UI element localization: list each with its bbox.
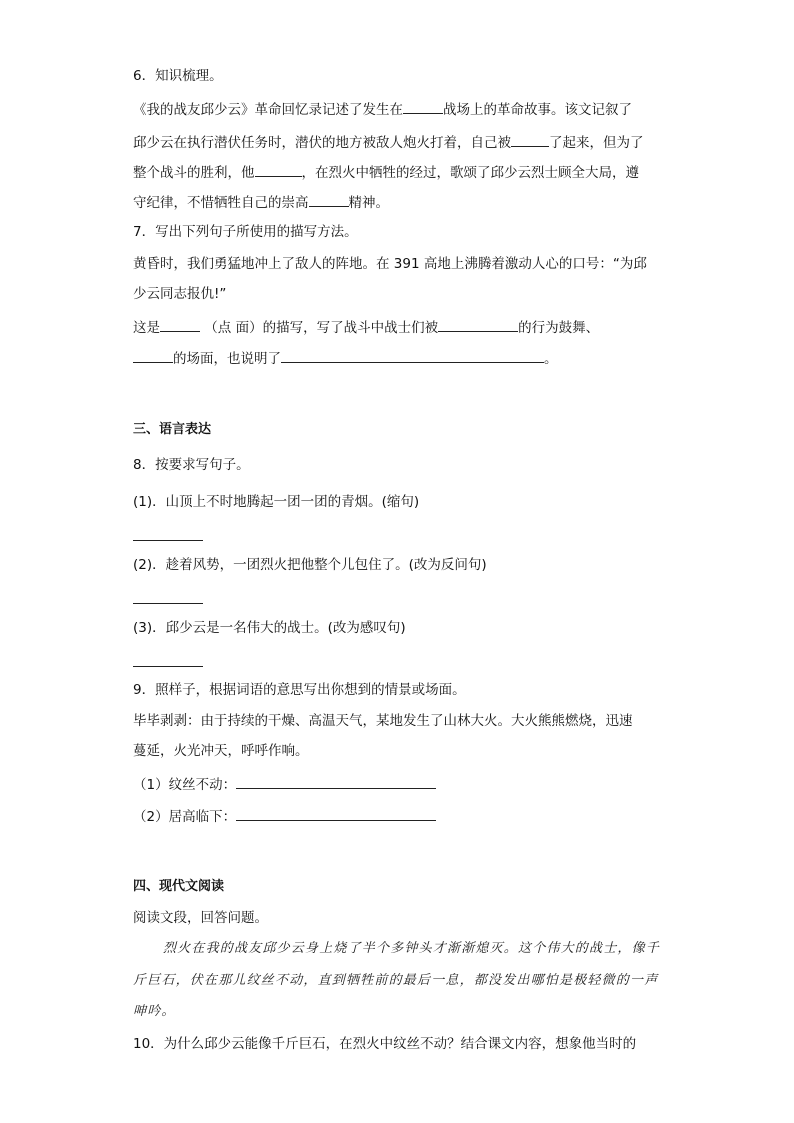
- q6-line-1: [133, 98, 632, 120]
- text: 的场面，也说明了: [173, 351, 281, 367]
- reading-passage-line-1: 烈火在我的战友邱少云身上烧了半个多钟头才渐渐熄灭。这个伟大的战士，像千: [163, 941, 661, 956]
- q6-title: 6．知识梳理。: [133, 68, 223, 84]
- answer-blank[interactable]: [255, 161, 302, 177]
- q9-item-1: [133, 773, 436, 795]
- q6-line-4: [133, 191, 389, 213]
- text: （1）纹丝不动：: [133, 777, 237, 793]
- q6-line-3: [133, 161, 639, 183]
- q9-example-line-2: 蔓延，火光冲天，呼呼作响。: [133, 743, 309, 759]
- q8-sentence-2: (2)．趁着风势，一团烈火把他整个儿包住了。(改为反问句): [133, 557, 487, 573]
- q7-line-1: 黄昏时，我们勇猛地冲上了敌人的阵地。在 391 高地上沸腾着激动人心的口号：“为邱: [133, 256, 647, 272]
- text: 战场上的革命故事。该文记叙了: [443, 102, 632, 118]
- answer-blank[interactable]: [511, 131, 549, 147]
- answer-blank[interactable]: [133, 347, 173, 363]
- q9-title: 9．照样子，根据词语的意思写出你想到的情景或场面。: [133, 682, 466, 698]
- answer-blank[interactable]: [309, 191, 349, 207]
- text: ，在烈火中牺牲的经过，歌颂了邱少云烈士顾全大局，遵: [301, 165, 639, 181]
- q8-sentence-1: (1)．山顶上不时地腾起一团一团的青烟。(缩句): [133, 494, 420, 510]
- text: 整个战斗的胜利，他: [133, 165, 255, 181]
- q8-sentence-3: (3)．邱少云是一名伟大的战士。(改为感叹句): [133, 620, 406, 636]
- text: 这是: [133, 320, 160, 336]
- reading-intro: 阅读文段，回答问题。: [133, 910, 268, 926]
- q9-example-line-1: 毕毕剥剥：由于持续的干燥、高温天气，某地发生了山林大火。大火熊熊燃烧，迅速: [133, 713, 633, 729]
- text: 邱少云在执行潜伏任务时，潜伏的地方被敌人炮火打着，自己被: [133, 135, 511, 151]
- q8-answer-line-3[interactable]: [133, 666, 203, 667]
- answer-blank[interactable]: [403, 98, 443, 114]
- q7-line-2: 少云同志报仇!”: [133, 286, 227, 302]
- text: 的行为鼓舞、: [518, 320, 600, 336]
- q7-title: 7．写出下列句子所使用的描写方法。: [133, 224, 358, 240]
- q7-line-3: [133, 316, 599, 338]
- text: 。: [544, 351, 558, 367]
- answer-blank[interactable]: [236, 773, 436, 789]
- answer-blank[interactable]: [160, 316, 200, 332]
- section-3-heading: 三、语言表达: [133, 422, 212, 437]
- answer-blank[interactable]: [236, 805, 436, 821]
- text: 了起来，但为了: [549, 135, 644, 151]
- answer-blank[interactable]: [438, 316, 518, 332]
- q8-answer-line-2[interactable]: [133, 603, 203, 604]
- section-4-heading: 四、现代文阅读: [133, 879, 225, 894]
- text: （2）居高临下：: [133, 809, 237, 825]
- q8-title: 8．按要求写句子。: [133, 457, 250, 473]
- text: 《我的战友邱少云》革命回忆录记述了发生在: [133, 102, 403, 118]
- q8-answer-line-1[interactable]: [133, 540, 203, 541]
- q6-line-2: [133, 131, 644, 153]
- text: 守纪律，不惜牺牲自己的崇高: [133, 195, 309, 211]
- text: 精神。: [348, 195, 389, 211]
- answer-blank[interactable]: [281, 347, 544, 363]
- q9-item-2: [133, 805, 436, 827]
- reading-passage-line-3: 呻吟。: [133, 1004, 176, 1019]
- q7-line-4: [133, 347, 558, 369]
- text: （点 面）的描写，写了战斗中战士们被: [200, 320, 439, 336]
- q10-text: 10．为什么邱少云能像千斤巨石，在烈火中纹丝不动？结合课文内容，想象他当时的: [133, 1036, 637, 1052]
- reading-passage-line-2: 斤巨石，伏在那儿纹丝不动，直到牺牲前的最后一息，都没发出哪怕是极轻微的一声: [133, 973, 659, 988]
